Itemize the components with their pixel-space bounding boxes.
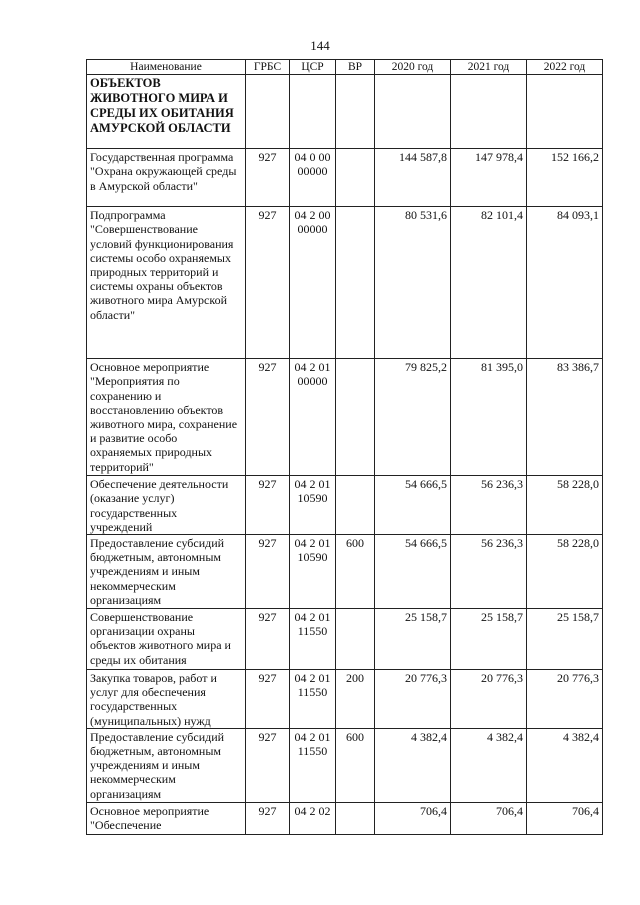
table-row (87, 75, 603, 149)
row-2022: 25 158,7 (527, 609, 603, 670)
page-number: 144 (310, 38, 330, 53)
row-grbs: 927 (246, 609, 290, 670)
row-name: Основное мероприятие "Мероприятия по сохранению и восстановлению объектов животного мира, сохранение и развитие особо охраняемых природных территорий" (87, 359, 246, 476)
row-name: ОБЪЕКТОВ ЖИВОТНОГО МИРА И СРЕДЫ ИХ ОБИТАНИЯ АМУРСКОЙ ОБЛАСТИ (87, 75, 246, 149)
row-2022: 83 386,7 (527, 359, 603, 476)
header-csr: ЦСР (290, 60, 336, 75)
row-grbs: 927 (246, 802, 290, 834)
row-csr (290, 75, 336, 149)
row-vr (336, 75, 375, 149)
row-grbs: 927 (246, 728, 290, 802)
row-csr: 04 2 01 00000 (290, 359, 336, 476)
row-2022: 84 093,1 (527, 207, 603, 359)
row-2021: 56 236,3 (451, 535, 527, 609)
row-2020: 79 825,2 (375, 359, 451, 476)
row-2021 (451, 75, 527, 149)
row-2020: 20 776,3 (375, 670, 451, 729)
row-grbs: 927 (246, 359, 290, 476)
row-grbs (246, 75, 290, 149)
row-2021: 82 101,4 (451, 207, 527, 359)
header-grbs: ГРБС (246, 60, 290, 75)
row-vr (336, 476, 375, 535)
row-name: Совершенствование организации охраны объектов животного мира и среды их обитания (87, 609, 246, 670)
row-vr: 200 (336, 670, 375, 729)
table-row (87, 359, 603, 476)
row-vr (336, 609, 375, 670)
row-2021: 25 158,7 (451, 609, 527, 670)
table-row (87, 670, 603, 729)
row-vr (336, 802, 375, 834)
row-csr: 04 0 00 00000 (290, 149, 336, 207)
header-row (87, 60, 603, 75)
row-2020: 25 158,7 (375, 609, 451, 670)
row-2022: 4 382,4 (527, 728, 603, 802)
header-vr: ВР (336, 60, 375, 75)
row-2022 (527, 75, 603, 149)
row-name: Предоставление субсидий бюджетным, автономным учреждениям и иным некоммерческим организациям (87, 535, 246, 609)
header-2021: 2021 год (451, 60, 527, 75)
row-vr (336, 149, 375, 207)
row-csr: 04 2 01 11550 (290, 670, 336, 729)
row-grbs: 927 (246, 149, 290, 207)
row-2022: 20 776,3 (527, 670, 603, 729)
row-2020: 80 531,6 (375, 207, 451, 359)
row-2022: 706,4 (527, 802, 603, 834)
row-name: Государственная программа "Охрана окружающей среды в Амурской области" (87, 149, 246, 207)
row-2020: 54 666,5 (375, 476, 451, 535)
row-2022: 58 228,0 (527, 476, 603, 535)
row-2020: 144 587,8 (375, 149, 451, 207)
row-vr: 600 (336, 535, 375, 609)
table-row (87, 609, 603, 670)
table-row (87, 476, 603, 535)
table-row (87, 535, 603, 609)
row-csr: 04 2 00 00000 (290, 207, 336, 359)
row-2021: 20 776,3 (451, 670, 527, 729)
table-row (87, 802, 603, 834)
row-name: Обеспечение деятельности (оказание услуг) государственных учреждений (87, 476, 246, 535)
row-2021: 4 382,4 (451, 728, 527, 802)
row-grbs: 927 (246, 476, 290, 535)
row-2021: 706,4 (451, 802, 527, 834)
row-csr: 04 2 02 (290, 802, 336, 834)
row-2020: 54 666,5 (375, 535, 451, 609)
row-2022: 58 228,0 (527, 535, 603, 609)
table-row (87, 207, 603, 359)
row-vr (336, 207, 375, 359)
row-csr: 04 2 01 10590 (290, 535, 336, 609)
row-grbs: 927 (246, 535, 290, 609)
row-2020: 706,4 (375, 802, 451, 834)
table-row (87, 728, 603, 802)
row-2021: 81 395,0 (451, 359, 527, 476)
header-2022: 2022 год (527, 60, 603, 75)
row-name: Подпрограмма "Совершенствование условий функционирования системы особо охраняемых природных территорий и системы охраны объектов животного мира Амурской области" (87, 207, 246, 359)
row-vr: 600 (336, 728, 375, 802)
row-csr: 04 2 01 11550 (290, 609, 336, 670)
row-2020: 4 382,4 (375, 728, 451, 802)
row-2021: 147 978,4 (451, 149, 527, 207)
row-vr (336, 359, 375, 476)
row-name: Закупка товаров, работ и услуг для обеспечения государственных (муниципальных) нужд (87, 670, 246, 729)
row-grbs: 927 (246, 207, 290, 359)
row-csr: 04 2 01 10590 (290, 476, 336, 535)
row-2022: 152 166,2 (527, 149, 603, 207)
row-grbs: 927 (246, 670, 290, 729)
budget-table (86, 59, 603, 835)
row-2021: 56 236,3 (451, 476, 527, 535)
header-name: Наименование (87, 60, 246, 75)
header-2020: 2020 год (375, 60, 451, 75)
row-name: Основное мероприятие "Обеспечение (87, 802, 246, 834)
row-name: Предоставление субсидий бюджетным, автономным учреждениям и иным некоммерческим организациям (87, 728, 246, 802)
row-2020 (375, 75, 451, 149)
table-row (87, 149, 603, 207)
row-csr: 04 2 01 11550 (290, 728, 336, 802)
